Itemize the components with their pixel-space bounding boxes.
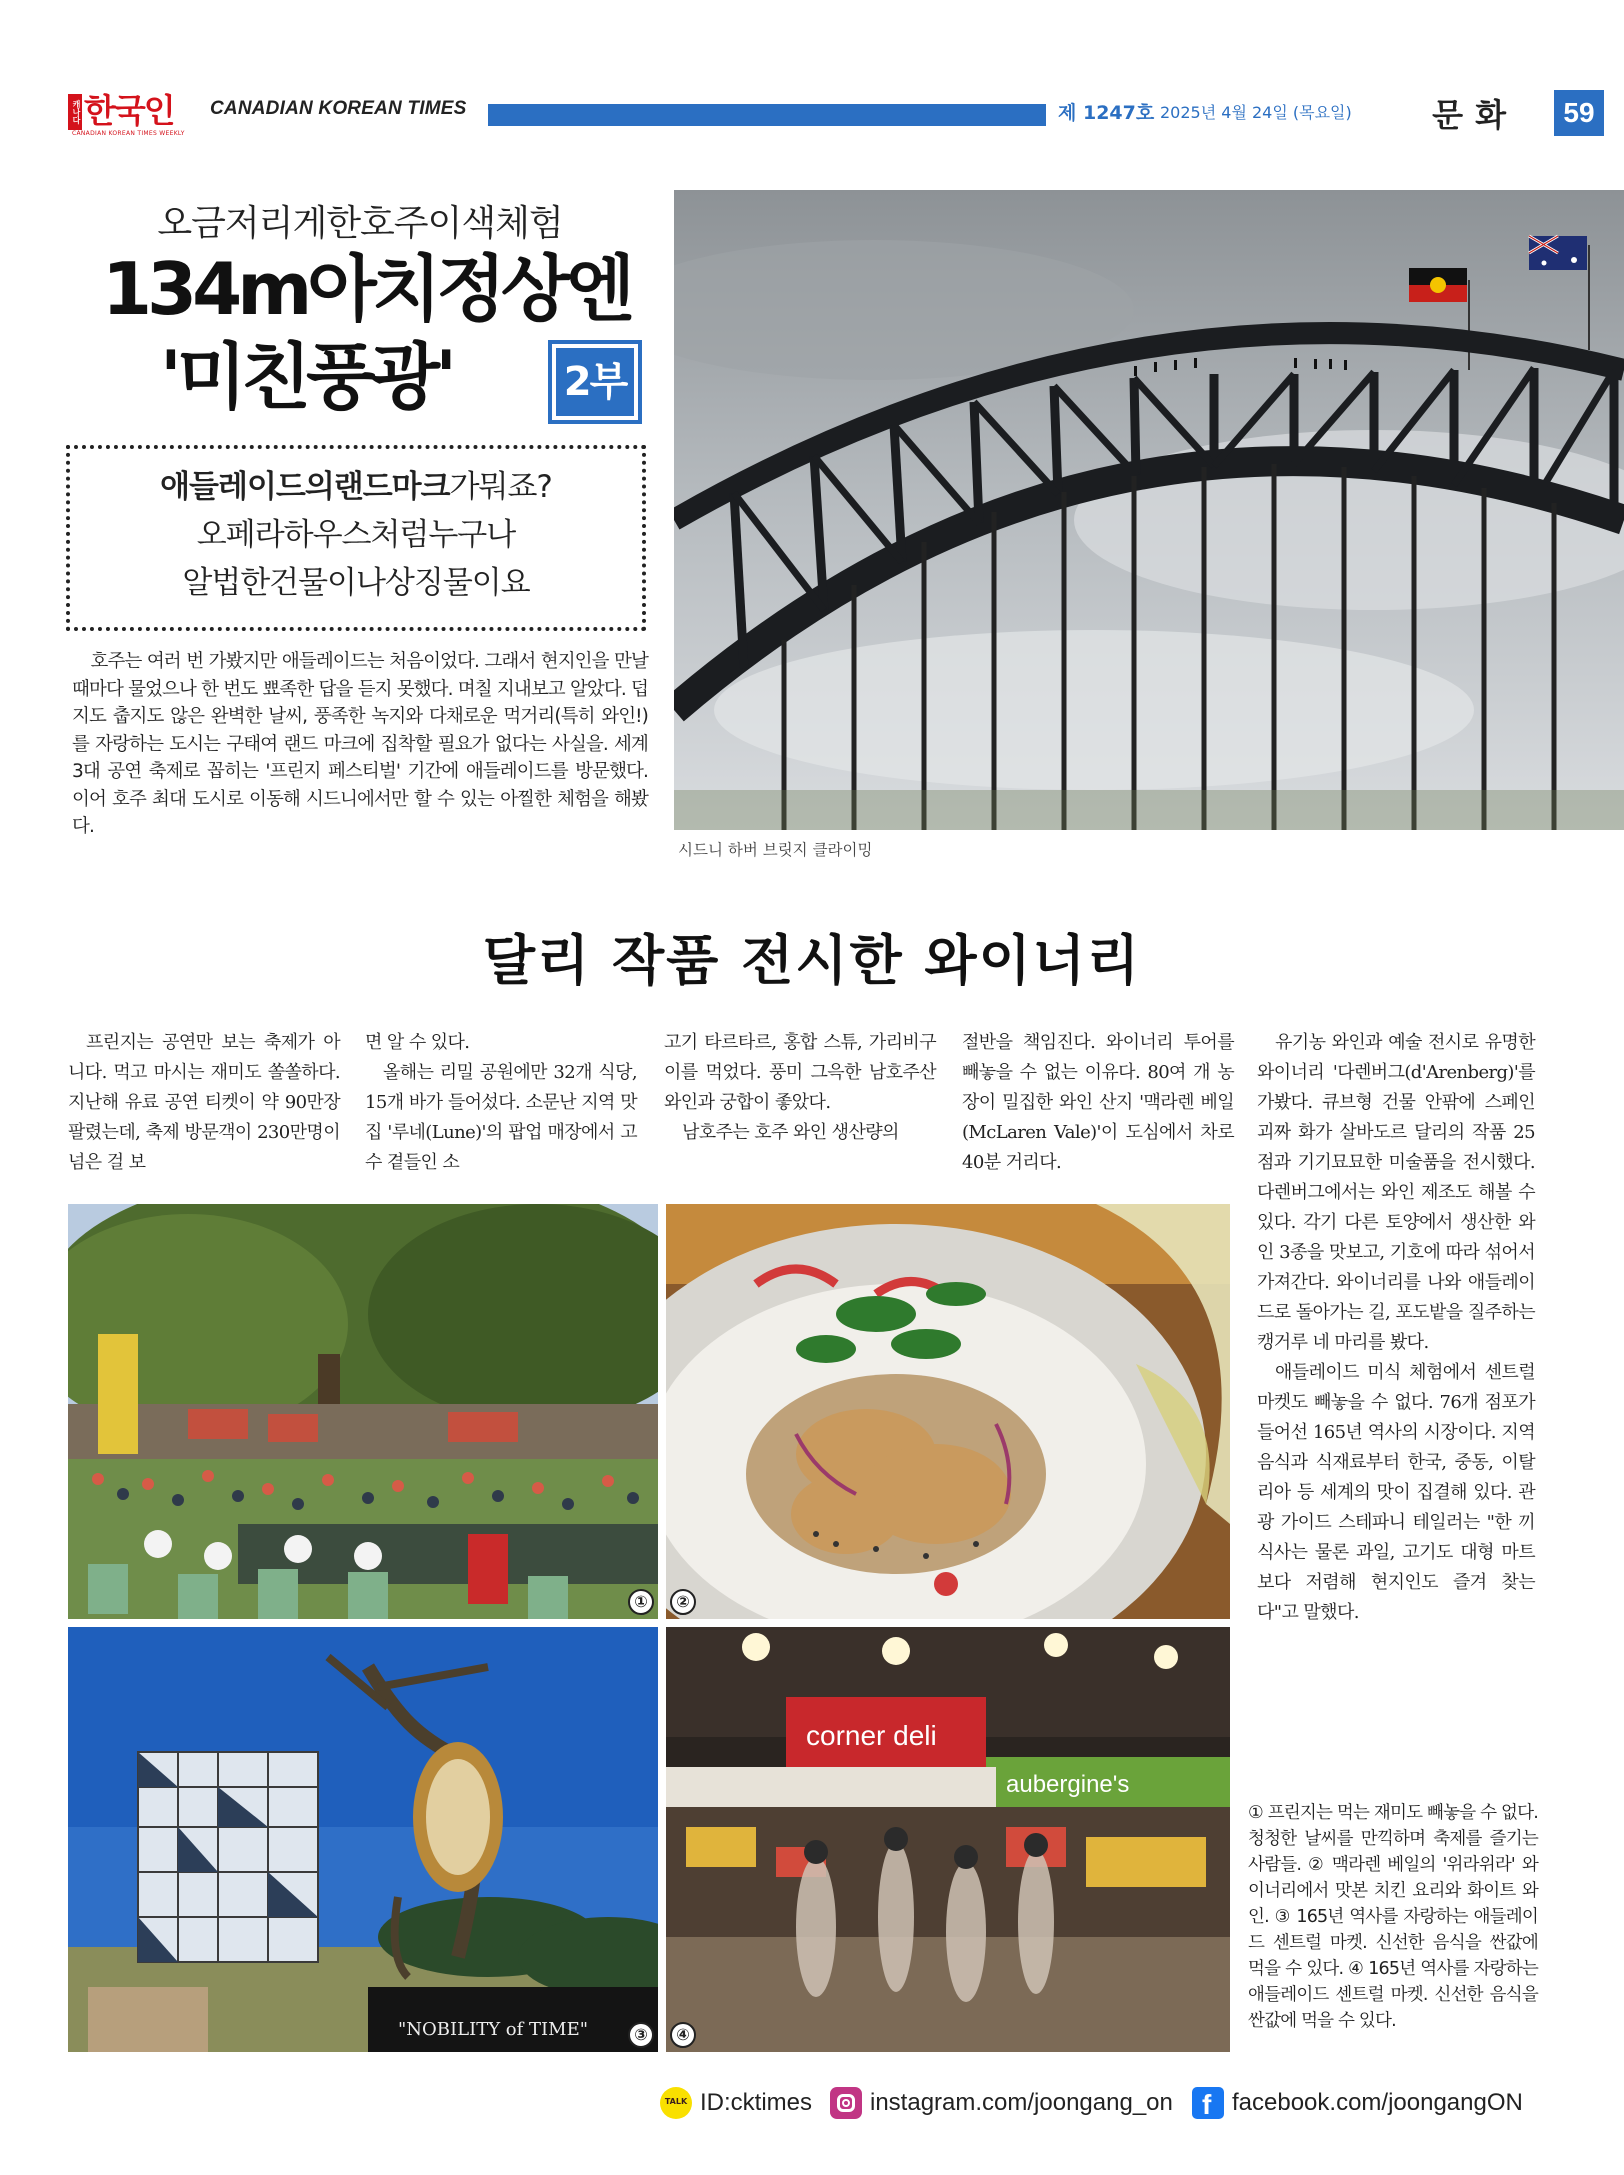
photo-captions: ① 프린지는 먹는 재미도 빼놓을 수 없다. 청청한 날씨를 만끽하며 축제를 즐기는 사람들. ② 맥라렌 베일의 '위라위라' 와이너리에서 맛본 치킨 요리와 화이트 와인. ③ 165년 역사를 자랑하는 애들레이드 센트럴 마켓. 신선한 음식을 싼값에 먹을 수 있다. ④ 165년 역사를 자랑하는 애들레이드 센트럴 마켓. 신선한 음식을 싼값에 먹을 수 있다. <box>1248 1803 1538 2031</box>
body-paragraph: 애들레이드 미식 체험에서 센트럴 마켓도 빼놓을 수 없다. 76개 점포가 들어선 165년 역사의 시장이다. 지역 음식과 식재료부터 한국, 중동, 이탈리아 등 세계의 맛이 집결해 있다. 관광 가이드 스테파니 테일러는 "한 끼 식사는 물론 과일, 고기도 대형 마트보다 저렴해 현지인도 즐겨 찾는다"고 말했다. <box>1257 1362 1535 1623</box>
section-subhead: 달리 작품 전시한 와이너리 <box>482 929 1142 992</box>
newspaper-logo[interactable] <box>68 90 188 140</box>
instagram-link[interactable] <box>830 2085 1173 2121</box>
body-column-5 <box>1257 1028 1535 1628</box>
kicker: 오금저리게한호주이색체험 <box>157 203 563 244</box>
body-paragraph: 올해는 리밀 공원에만 32개 식당, 15개 바가 들어섰다. 소문난 지역 맛집 '루네(Lune)'의 팝업 매장에서 고수 곁들인 소 <box>365 1062 637 1173</box>
photo-chicken-dish[interactable] <box>666 1204 1230 1619</box>
photo-number-3: ③ <box>628 2022 654 2048</box>
quote-bold: 애들레이드의랜드마크 <box>160 469 450 505</box>
lead-paragraph: 호주는 여러 번 가봤지만 애들레이드는 처음이었다. 그래서 현지인을 만날 때마다 물었으나 한 번도 뾰족한 답을 듣지 못했다. 며칠 지내보고 알았다. 덥지도 춥지도 않은 완벽한 날씨, 풍족한 녹지와 다채로운 먹거리(특히 와인!)를 자랑하는 도시는 구태여 랜드 마크에 집착할 필요가 없다는 사실을. 세계 3대 공연 축제로 꼽히는 '프린지 페스티벌' 기간에 애들레이드를 방문했다. 이어 호주 최대 도시로 이동해 시드니에서만 할 수 있는 아찔한 체험을 해봤다. <box>72 651 648 837</box>
pull-quote <box>66 445 646 631</box>
facebook-link[interactable] <box>1192 2085 1523 2121</box>
paper-name: CANADIAN KOREAN TIMES <box>210 98 467 119</box>
logo-wordmark: 한국인 <box>84 91 174 130</box>
kakaotalk-badge: TALK <box>664 2097 688 2106</box>
body-paragraph: 고기 타르타르, 홍합 스튜, 가리비구이를 먹었다. 풍미 그윽한 남호주산 와인과 궁합이 좋았다. <box>664 1032 936 1113</box>
body-paragraph: 절반을 책임진다. 와이너리 투어를 빼놓을 수 없는 이유다. 80여 개 농장이 밀집한 와인 산지 '맥라렌 베일(McLaren Vale)'이 도심에서 차로 40분 거리다. <box>962 1032 1234 1173</box>
quote-line-2: 오페라하우스처럼누구나 <box>196 517 516 553</box>
body-paragraph: 면 알 수 있다. <box>365 1032 470 1053</box>
bridge-illustration <box>674 190 1624 830</box>
section-name: 문화 <box>1432 96 1518 134</box>
body-column-4 <box>962 1028 1234 1178</box>
hero-caption: 시드니 하버 브릿지 클라이밍 <box>678 841 873 859</box>
festival-illustration <box>68 1204 658 1619</box>
logo-subtitle: CANADIAN KOREAN TIMES WEEKLY <box>72 130 185 137</box>
deli-sign: corner deli <box>806 1720 937 1751</box>
issue-date: 2025년 4월 24일 (목요일) <box>1160 103 1352 122</box>
social-footer <box>660 2085 1560 2125</box>
instagram-url: instagram.com/joongang_on <box>870 2089 1173 2116</box>
photo-central-market[interactable] <box>666 1627 1230 2052</box>
quote-line-3: 알법한건물이나상징물이요 <box>182 565 530 601</box>
kakaotalk-icon <box>660 2087 692 2119</box>
facebook-icon: f <box>1192 2087 1224 2119</box>
photo-number-1: ① <box>628 1589 654 1615</box>
headline-line-2: '미친풍광' <box>159 335 453 419</box>
page-number: 59 <box>1554 90 1604 136</box>
part-badge-label: 2부 <box>556 348 634 416</box>
dish-illustration <box>666 1204 1230 1619</box>
body-column-3 <box>664 1028 936 1148</box>
photo-fringe-festival[interactable] <box>68 1204 658 1619</box>
body-paragraph: 프린지는 공연만 보는 축제가 아니다. 먹고 마시는 재미도 쏠쏠하다. 지난해 유료 공연 티켓이 약 90만장 팔렸는데, 축제 방문객이 230만명이 넘은 걸 보 <box>68 1032 340 1173</box>
quote-line-1 <box>80 463 632 511</box>
photo-number-4: ④ <box>670 2022 696 2048</box>
body-paragraph: 유기농 와인과 예술 전시로 유명한 와이너리 '다렌버그(d'Arenberg)'를 가봤다. 큐브형 건물 안팎에 스페인 괴짜 화가 살바도르 달리의 작품 25점과 기기묘묘한 미술품을 전시했다. 다렌버그에서는 와인 제조도 해볼 수 있다. 각기 다른 토양에서 생산한 와인 3종을 맛보고, 기호에 따라 섞어서 가져간다. 와이너리를 나와 애들레이드로 돌아가는 길, 포도밭을 질주하는 캥거루 네 마리를 봤다. <box>1257 1032 1535 1353</box>
shop-sign: aubergine's <box>1006 1771 1130 1798</box>
plinth-text: "NOBILITY of TIME" <box>398 2019 588 2040</box>
issue-number: 제 1247호 <box>1058 102 1155 124</box>
body-column-2 <box>365 1028 637 1178</box>
photo-winery-cube[interactable] <box>68 1627 658 2052</box>
body-paragraph: 남호주는 호주 와인 생산량의 <box>682 1122 899 1143</box>
masthead <box>68 90 1595 140</box>
headline-line-1: 134m아치정상엔 <box>101 247 631 331</box>
quote-rest: 가뭐죠? <box>449 469 552 505</box>
instagram-icon <box>830 2087 862 2119</box>
market-illustration <box>666 1627 1230 2052</box>
part-badge <box>548 340 642 424</box>
body-column-1 <box>68 1028 340 1178</box>
hero-photo-harbour-bridge[interactable] <box>674 190 1624 830</box>
kakao-contact[interactable] <box>660 2085 812 2121</box>
winery-illustration <box>68 1627 658 2052</box>
facebook-url: facebook.com/joongangON <box>1232 2089 1523 2116</box>
photo-number-2: ② <box>670 1589 696 1615</box>
logo-side-label: 캐나다 <box>68 94 82 130</box>
kakao-id: ID:cktimes <box>700 2089 813 2116</box>
